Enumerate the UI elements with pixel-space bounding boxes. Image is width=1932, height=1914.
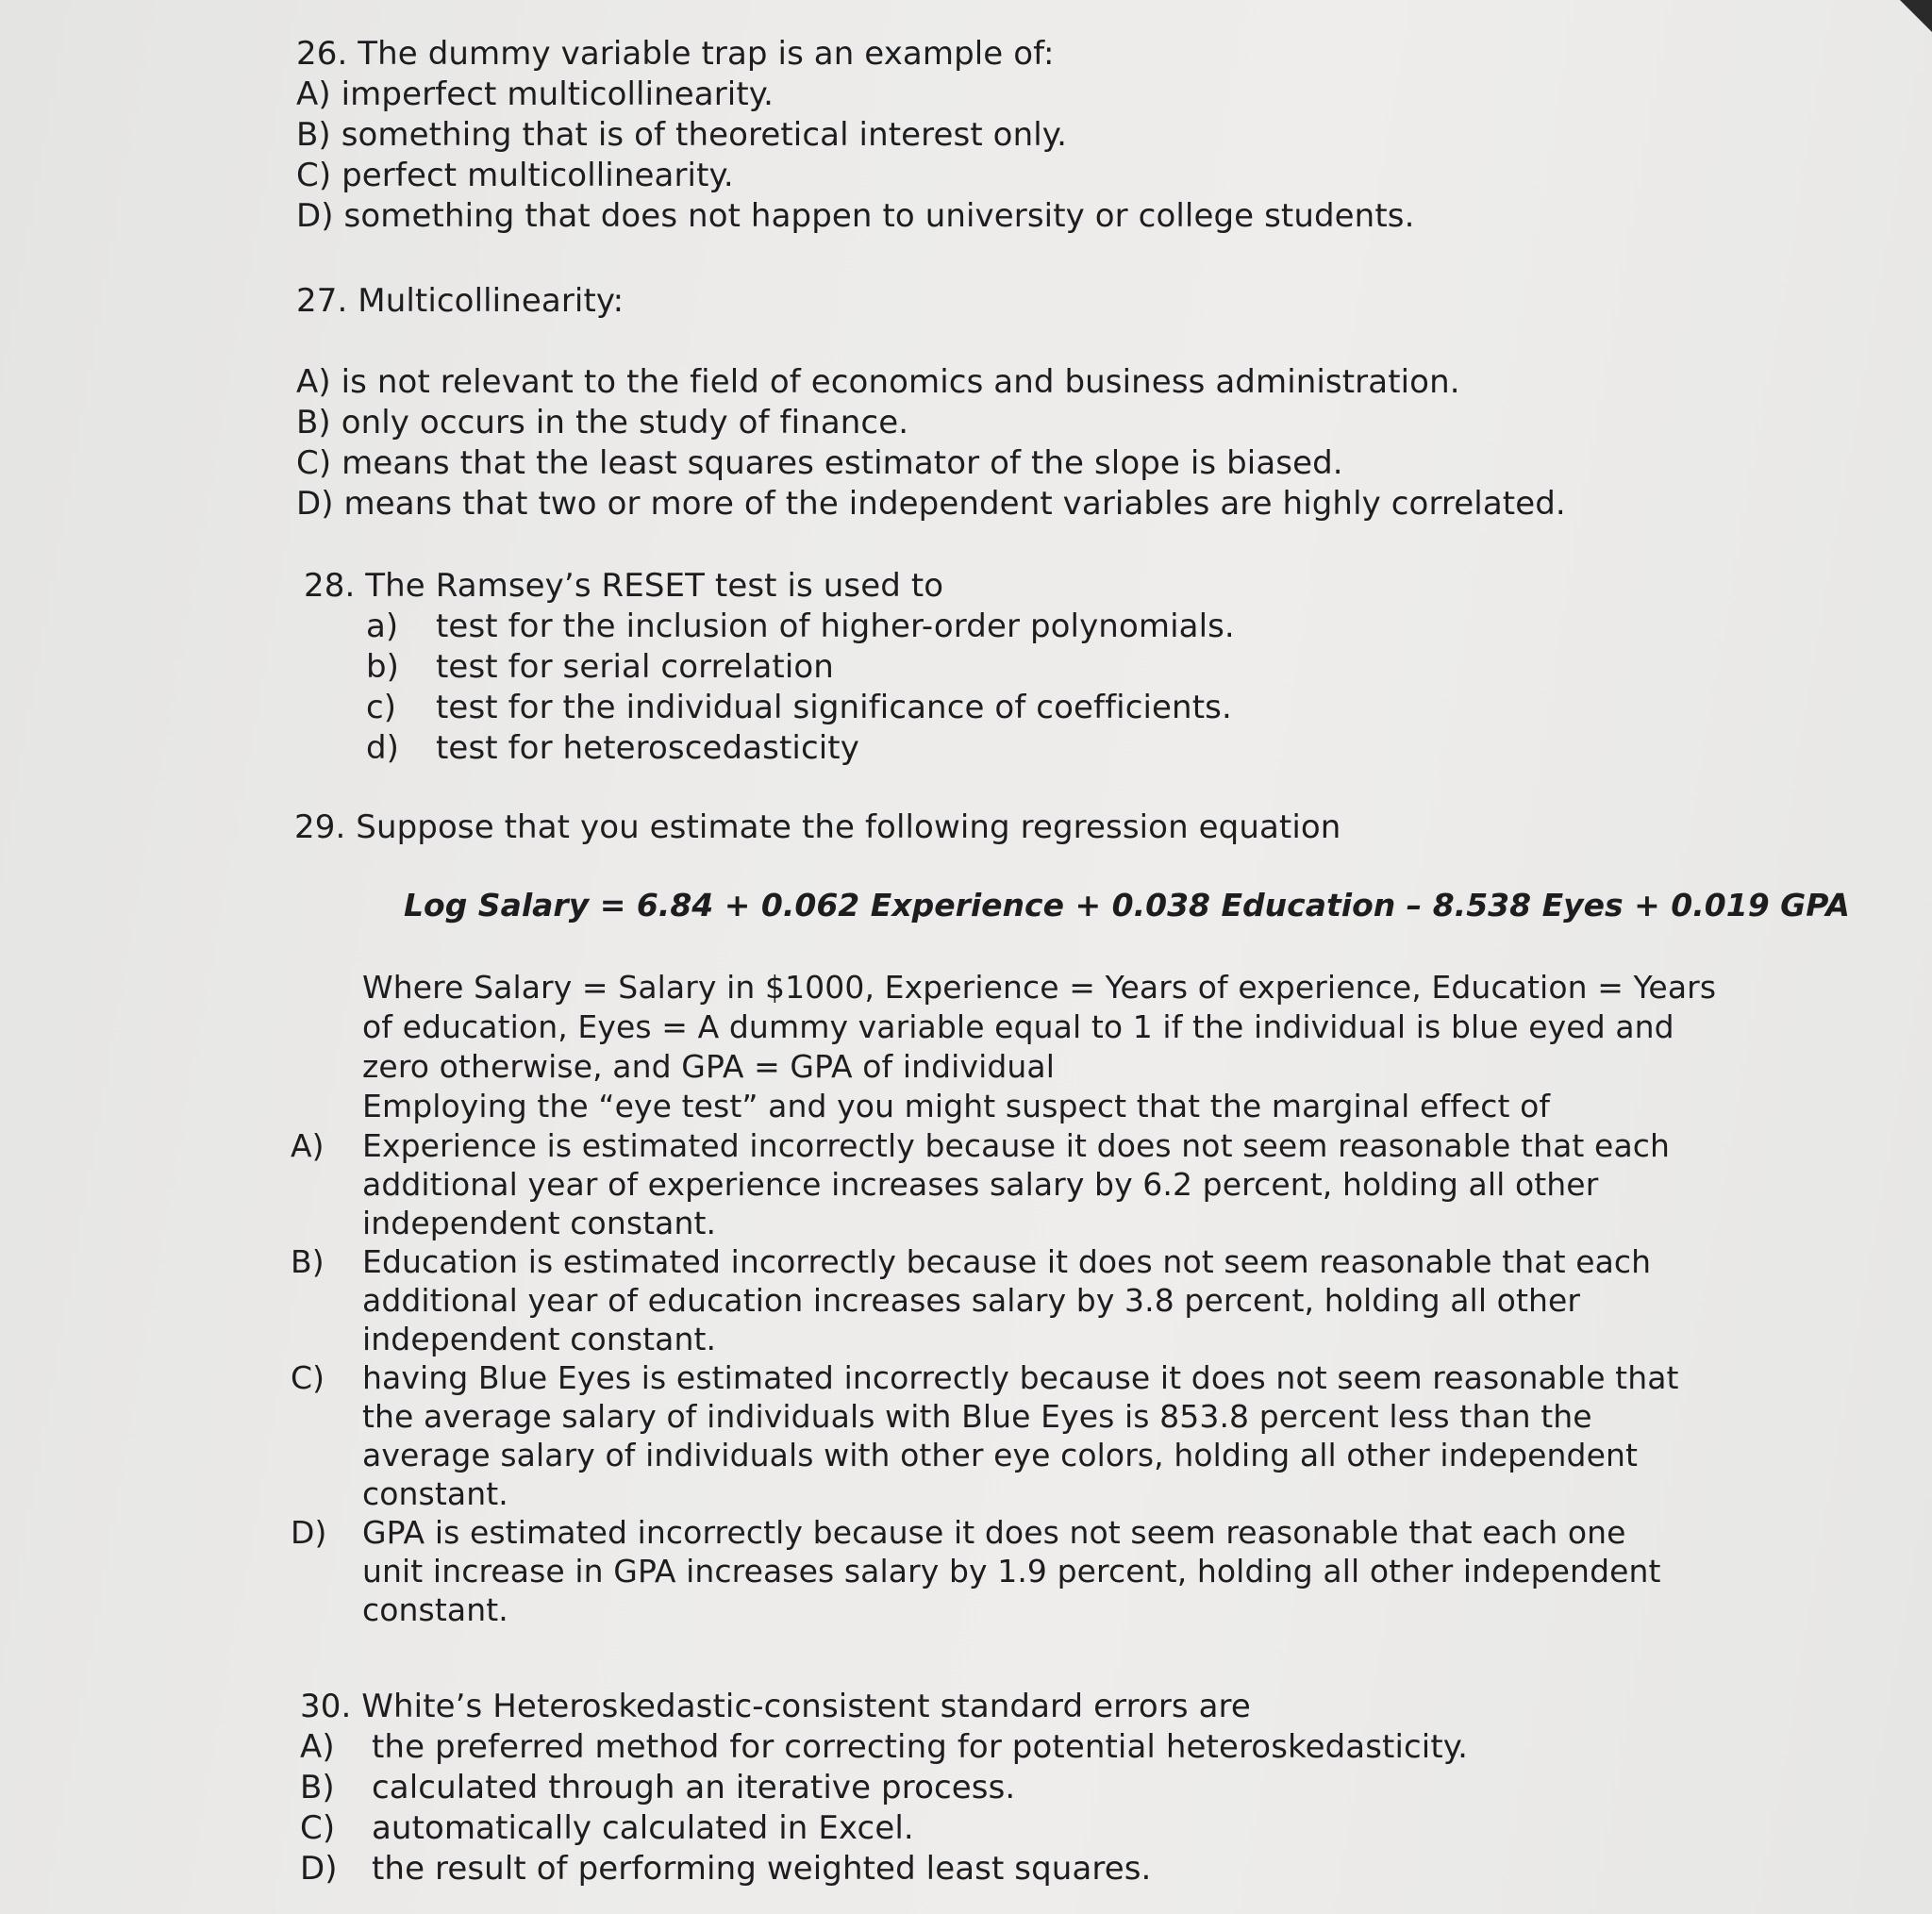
option-label: A) bbox=[291, 1127, 325, 1164]
option-text: calculated through an iterative process. bbox=[372, 1769, 1016, 1806]
option-text-line: independent constant. bbox=[362, 1321, 717, 1357]
option-text-line: Education is estimated incorrectly because it does not seem reasonable that each bbox=[362, 1243, 1652, 1280]
question-29 bbox=[294, 807, 1341, 848]
definition-line: zero otherwise, and GPA = GPA of individual bbox=[362, 1048, 1056, 1085]
definition-line: Where Salary = Salary in $1000, Experience = Years of experience, Education = Years bbox=[362, 969, 1717, 1006]
option-text: the preferred method for correcting for potential heteroskedasticity. bbox=[372, 1728, 1469, 1766]
option-text: the result of performing weighted least squares. bbox=[372, 1850, 1152, 1888]
option-text-line: unit increase in GPA increases salary by 1.9 percent, holding all other independent bbox=[362, 1553, 1661, 1589]
option-label: D) bbox=[300, 1850, 338, 1888]
option-text-line: having Blue Eyes is estimated incorrectly because it does not seem reasonable that bbox=[362, 1359, 1679, 1396]
question-30-option-a bbox=[300, 1727, 1468, 1768]
option-text: test for the individual significance of coefficients. bbox=[436, 689, 1232, 726]
question-30-option-c bbox=[300, 1808, 1468, 1849]
question-27 bbox=[296, 281, 624, 322]
question-27-option-d: D) means that two or more of the independent variables are highly correlated. bbox=[296, 485, 1566, 523]
question-29-option-d bbox=[291, 1513, 1679, 1629]
question-26-option-b: B) something that is of theoretical interest only. bbox=[296, 116, 1068, 154]
question-30 bbox=[300, 1687, 1468, 1889]
regression-equation: Log Salary = 6.84 + 0.062 Experience + 0.038 Education – 8.538 Eyes + 0.019 GPA bbox=[404, 887, 1850, 924]
question-29-definitions bbox=[362, 968, 1716, 1126]
question-28 bbox=[304, 566, 1235, 769]
question-29-option-b bbox=[291, 1242, 1679, 1358]
option-text-line: constant. bbox=[362, 1591, 508, 1628]
question-26-option-a: A) imperfect multicollinearity. bbox=[296, 75, 774, 113]
question-28-option-b bbox=[366, 647, 1235, 688]
option-text: automatically calculated in Excel. bbox=[372, 1809, 914, 1847]
question-29-stem: 29. Suppose that you estimate the following regression equation bbox=[294, 808, 1341, 846]
question-30-option-b bbox=[300, 1768, 1468, 1808]
option-text-line: additional year of experience increases salary by 6.2 percent, holding all other bbox=[362, 1166, 1599, 1203]
question-29-option-c bbox=[291, 1358, 1679, 1513]
option-text-line: constant. bbox=[362, 1475, 508, 1512]
option-text: test for serial correlation bbox=[436, 648, 834, 686]
question-27-stem: 27. Multicollinearity: bbox=[296, 282, 625, 320]
option-text: test for the inclusion of higher-order polynomials. bbox=[436, 607, 1235, 645]
option-label: d) bbox=[366, 729, 400, 767]
question-27-options bbox=[296, 362, 1566, 524]
question-26-stem: 26. The dummy variable trap is an example of: bbox=[296, 35, 1055, 73]
option-text-line: the average salary of individuals with Blue Eyes is 853.8 percent less than the bbox=[362, 1398, 1592, 1435]
option-text-line: GPA is estimated incorrectly because it does not seem reasonable that each one bbox=[362, 1514, 1626, 1551]
option-text: test for heteroscedasticity bbox=[436, 729, 859, 767]
question-30-option-d bbox=[300, 1849, 1468, 1889]
option-label: b) bbox=[366, 648, 400, 686]
option-label: C) bbox=[291, 1359, 325, 1396]
page-corner-shadow bbox=[1900, 0, 1932, 32]
option-text-line: Experience is estimated incorrectly because it does not seem reasonable that each bbox=[362, 1127, 1671, 1164]
question-26 bbox=[296, 34, 1414, 237]
question-29-options bbox=[291, 1126, 1679, 1629]
question-26-option-d: D) something that does not happen to university or college students. bbox=[296, 197, 1415, 235]
question-27-option-b: B) only occurs in the study of finance. bbox=[296, 404, 909, 441]
question-26-option-c: C) perfect multicollinearity. bbox=[296, 157, 734, 194]
question-28-stem: 28. The Ramsey’s RESET test is used to bbox=[304, 567, 944, 605]
option-label: B) bbox=[300, 1769, 335, 1806]
option-label: c) bbox=[366, 689, 397, 726]
definition-line: Employing the “eye test” and you might suspect that the marginal effect of bbox=[362, 1088, 1551, 1124]
question-28-option-a bbox=[366, 607, 1235, 647]
question-27-option-a: A) is not relevant to the field of economics and business administration. bbox=[296, 363, 1460, 401]
option-label: A) bbox=[300, 1728, 335, 1766]
option-label: D) bbox=[291, 1514, 327, 1551]
option-label: a) bbox=[366, 607, 399, 645]
question-30-stem: 30. White’s Heteroskedastic-consistent standard errors are bbox=[300, 1688, 1251, 1725]
option-label: C) bbox=[300, 1809, 336, 1847]
question-29-option-a bbox=[291, 1126, 1679, 1242]
question-28-option-d bbox=[366, 728, 1235, 769]
option-text-line: independent constant. bbox=[362, 1205, 717, 1241]
question-27-option-c: C) means that the least squares estimator of the slope is biased. bbox=[296, 444, 1343, 482]
option-text-line: additional year of education increases salary by 3.8 percent, holding all other bbox=[362, 1282, 1581, 1319]
option-text-line: average salary of individuals with other eye colors, holding all other independent bbox=[362, 1437, 1639, 1473]
definition-line: of education, Eyes = A dummy variable equal to 1 if the individual is blue eyed and bbox=[362, 1008, 1674, 1045]
question-28-option-c bbox=[366, 688, 1235, 728]
option-label: B) bbox=[291, 1243, 325, 1280]
